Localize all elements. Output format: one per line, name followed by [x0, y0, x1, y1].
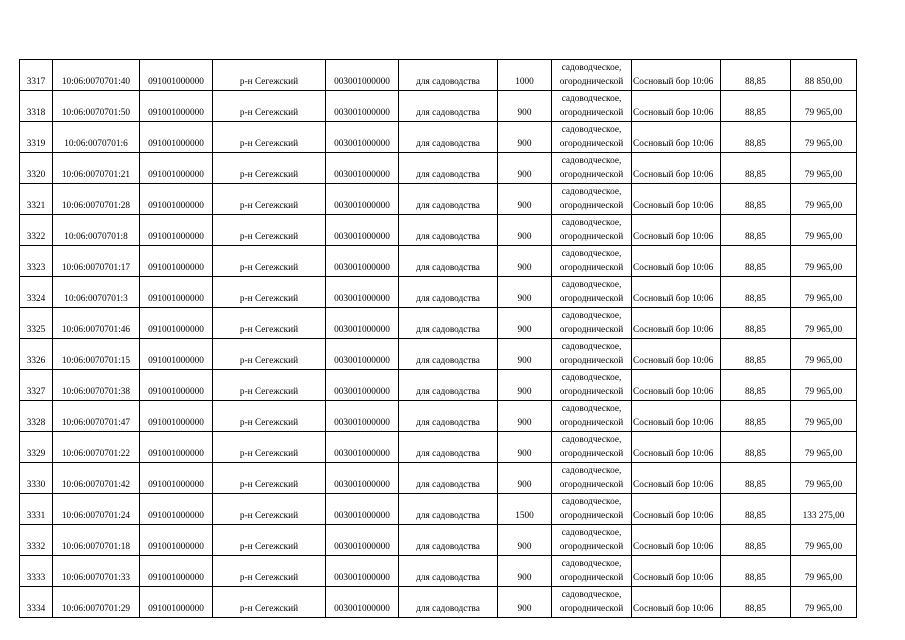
table-row — [20, 184, 857, 215]
area-cell: 900 — [498, 401, 552, 432]
oktmo-code-cell: 003001000000 — [326, 463, 399, 494]
purpose-line-2: огороднической — [559, 201, 624, 211]
okato-code-cell: 091001000000 — [140, 246, 213, 277]
district-cell: р-н Сегежский — [213, 215, 326, 246]
row-number-cell: 3321 — [20, 184, 53, 215]
oktmo-code-cell: 003001000000 — [326, 339, 399, 370]
district-cell: р-н Сегежский — [213, 370, 326, 401]
purpose-cell — [552, 308, 632, 339]
okato-code-cell: 091001000000 — [140, 525, 213, 556]
rate-cell: 88,85 — [721, 587, 791, 618]
okato-code-cell: 091001000000 — [140, 277, 213, 308]
district-cell: р-н Сегежский — [213, 153, 326, 184]
purpose-cell — [552, 91, 632, 122]
purpose-cell — [552, 463, 632, 494]
purpose-line-2: огороднической — [559, 294, 624, 304]
oktmo-code-cell: 003001000000 — [326, 556, 399, 587]
cadastral-value-cell: 79 965,00 — [791, 184, 857, 215]
table-row — [20, 153, 857, 184]
purpose-cell — [552, 587, 632, 618]
area-cell: 900 — [498, 184, 552, 215]
rate-cell: 88,85 — [721, 463, 791, 494]
land-use-cell: для садоводства — [399, 401, 498, 432]
purpose-line-1: садоводческое, — [561, 280, 622, 290]
land-use-cell: для садоводства — [399, 370, 498, 401]
area-cell: 900 — [498, 308, 552, 339]
purpose-cell — [552, 370, 632, 401]
area-cell: 1000 — [498, 60, 552, 91]
area-cell: 900 — [498, 277, 552, 308]
land-use-cell: для садоводства — [399, 308, 498, 339]
location-cell: Сосновый бор 10:06 — [632, 432, 721, 463]
row-number-cell: 3334 — [20, 587, 53, 618]
rate-cell: 88,85 — [721, 339, 791, 370]
district-cell: р-н Сегежский — [213, 122, 326, 153]
location-cell: Сосновый бор 10:06 — [632, 60, 721, 91]
okato-code-cell: 091001000000 — [140, 308, 213, 339]
district-cell: р-н Сегежский — [213, 60, 326, 91]
okato-code-cell: 091001000000 — [140, 91, 213, 122]
purpose-line-1: садоводческое, — [561, 590, 622, 600]
location-cell: Сосновый бор 10:06 — [632, 370, 721, 401]
oktmo-code-cell: 003001000000 — [326, 370, 399, 401]
location-cell: Сосновый бор 10:06 — [632, 463, 721, 494]
area-cell: 900 — [498, 463, 552, 494]
area-cell: 900 — [498, 153, 552, 184]
row-number-cell: 3327 — [20, 370, 53, 401]
area-cell: 900 — [498, 370, 552, 401]
land-use-cell: для садоводства — [399, 215, 498, 246]
okato-code-cell: 091001000000 — [140, 463, 213, 494]
cadastral-value-cell: 79 965,00 — [791, 463, 857, 494]
cadastral-number-cell: 10:06:0070701:22 — [53, 432, 140, 463]
cadastral-number-cell: 10:06:0070701:28 — [53, 184, 140, 215]
row-number-cell: 3325 — [20, 308, 53, 339]
land-use-cell: для садоводства — [399, 184, 498, 215]
purpose-line-1: садоводческое, — [561, 187, 622, 197]
district-cell: р-н Сегежский — [213, 91, 326, 122]
location-cell: Сосновый бор 10:06 — [632, 308, 721, 339]
cadastral-value-cell: 79 965,00 — [791, 246, 857, 277]
cadastral-value-cell: 79 965,00 — [791, 215, 857, 246]
location-cell: Сосновый бор 10:06 — [632, 184, 721, 215]
area-cell: 900 — [498, 339, 552, 370]
purpose-line-1: садоводческое, — [561, 63, 622, 73]
row-number-cell: 3328 — [20, 401, 53, 432]
district-cell: р-н Сегежский — [213, 525, 326, 556]
cadastral-number-cell: 10:06:0070701:40 — [53, 60, 140, 91]
oktmo-code-cell: 003001000000 — [326, 122, 399, 153]
okato-code-cell: 091001000000 — [140, 370, 213, 401]
table-body — [20, 60, 857, 618]
district-cell: р-н Сегежский — [213, 339, 326, 370]
okato-code-cell: 091001000000 — [140, 122, 213, 153]
purpose-line-1: садоводческое, — [561, 311, 622, 321]
rate-cell: 88,85 — [721, 277, 791, 308]
purpose-line-2: огороднической — [559, 449, 624, 459]
row-number-cell: 3322 — [20, 215, 53, 246]
district-cell: р-н Сегежский — [213, 308, 326, 339]
land-use-cell: для садоводства — [399, 432, 498, 463]
area-cell: 900 — [498, 525, 552, 556]
purpose-line-2: огороднической — [559, 325, 624, 335]
land-use-cell: для садоводства — [399, 122, 498, 153]
rate-cell: 88,85 — [721, 153, 791, 184]
cadastral-number-cell: 10:06:0070701:21 — [53, 153, 140, 184]
rate-cell: 88,85 — [721, 60, 791, 91]
oktmo-code-cell: 003001000000 — [326, 60, 399, 91]
cadastral-number-cell: 10:06:0070701:17 — [53, 246, 140, 277]
cadastral-number-cell: 10:06:0070701:6 — [53, 122, 140, 153]
rate-cell: 88,85 — [721, 556, 791, 587]
rate-cell: 88,85 — [721, 401, 791, 432]
purpose-cell — [552, 494, 632, 525]
okato-code-cell: 091001000000 — [140, 556, 213, 587]
area-cell: 900 — [498, 215, 552, 246]
purpose-cell — [552, 432, 632, 463]
purpose-line-2: огороднической — [559, 77, 624, 87]
purpose-cell — [552, 556, 632, 587]
land-use-cell: для садоводства — [399, 494, 498, 525]
purpose-line-2: огороднической — [559, 139, 624, 149]
cadastral-number-cell: 10:06:0070701:47 — [53, 401, 140, 432]
okato-code-cell: 091001000000 — [140, 215, 213, 246]
table-row — [20, 432, 857, 463]
land-use-cell: для садоводства — [399, 587, 498, 618]
land-use-cell: для садоводства — [399, 463, 498, 494]
purpose-cell — [552, 153, 632, 184]
location-cell: Сосновый бор 10:06 — [632, 215, 721, 246]
purpose-cell — [552, 122, 632, 153]
cadastral-number-cell: 10:06:0070701:50 — [53, 91, 140, 122]
table-row — [20, 401, 857, 432]
land-use-cell: для садоводства — [399, 153, 498, 184]
purpose-cell — [552, 525, 632, 556]
purpose-line-1: садоводческое, — [561, 342, 622, 352]
oktmo-code-cell: 003001000000 — [326, 91, 399, 122]
oktmo-code-cell: 003001000000 — [326, 215, 399, 246]
purpose-line-1: садоводческое, — [561, 559, 622, 569]
location-cell: Сосновый бор 10:06 — [632, 401, 721, 432]
purpose-line-1: садоводческое, — [561, 249, 622, 259]
oktmo-code-cell: 003001000000 — [326, 184, 399, 215]
cadastral-value-cell: 79 965,00 — [791, 122, 857, 153]
purpose-line-2: огороднической — [559, 573, 624, 583]
district-cell: р-н Сегежский — [213, 432, 326, 463]
cadastral-value-cell: 79 965,00 — [791, 277, 857, 308]
row-number-cell: 3324 — [20, 277, 53, 308]
row-number-cell: 3323 — [20, 246, 53, 277]
purpose-cell — [552, 246, 632, 277]
purpose-line-2: огороднической — [559, 604, 624, 614]
purpose-cell — [552, 60, 632, 91]
land-parcels-table — [19, 59, 857, 618]
okato-code-cell: 091001000000 — [140, 401, 213, 432]
purpose-line-1: садоводческое, — [561, 435, 622, 445]
area-cell: 900 — [498, 91, 552, 122]
cadastral-number-cell: 10:06:0070701:18 — [53, 525, 140, 556]
table-row — [20, 463, 857, 494]
district-cell: р-н Сегежский — [213, 184, 326, 215]
table-row — [20, 308, 857, 339]
location-cell: Сосновый бор 10:06 — [632, 525, 721, 556]
location-cell: Сосновый бор 10:06 — [632, 122, 721, 153]
row-number-cell: 3331 — [20, 494, 53, 525]
area-cell: 900 — [498, 556, 552, 587]
land-use-cell: для садоводства — [399, 60, 498, 91]
cadastral-number-cell: 10:06:0070701:46 — [53, 308, 140, 339]
location-cell: Сосновый бор 10:06 — [632, 556, 721, 587]
oktmo-code-cell: 003001000000 — [326, 525, 399, 556]
rate-cell: 88,85 — [721, 246, 791, 277]
rate-cell: 88,85 — [721, 525, 791, 556]
area-cell: 900 — [498, 587, 552, 618]
rate-cell: 88,85 — [721, 215, 791, 246]
table-row — [20, 525, 857, 556]
district-cell: р-н Сегежский — [213, 277, 326, 308]
cadastral-value-cell: 79 965,00 — [791, 401, 857, 432]
cadastral-number-cell: 10:06:0070701:33 — [53, 556, 140, 587]
cadastral-value-cell: 79 965,00 — [791, 587, 857, 618]
district-cell: р-н Сегежский — [213, 587, 326, 618]
purpose-line-2: огороднической — [559, 480, 624, 490]
row-number-cell: 3330 — [20, 463, 53, 494]
purpose-line-1: садоводческое, — [561, 156, 622, 166]
purpose-cell — [552, 401, 632, 432]
purpose-line-1: садоводческое, — [561, 404, 622, 414]
purpose-line-1: садоводческое, — [561, 94, 622, 104]
rate-cell: 88,85 — [721, 184, 791, 215]
purpose-line-1: садоводческое, — [561, 497, 622, 507]
okato-code-cell: 091001000000 — [140, 587, 213, 618]
purpose-line-2: огороднической — [559, 108, 624, 118]
district-cell: р-н Сегежский — [213, 246, 326, 277]
row-number-cell: 3317 — [20, 60, 53, 91]
land-use-cell: для садоводства — [399, 525, 498, 556]
row-number-cell: 3329 — [20, 432, 53, 463]
location-cell: Сосновый бор 10:06 — [632, 339, 721, 370]
okato-code-cell: 091001000000 — [140, 432, 213, 463]
table-row — [20, 60, 857, 91]
table-row — [20, 277, 857, 308]
rate-cell: 88,85 — [721, 122, 791, 153]
purpose-cell — [552, 215, 632, 246]
purpose-line-2: огороднической — [559, 356, 624, 366]
oktmo-code-cell: 003001000000 — [326, 246, 399, 277]
purpose-line-2: огороднической — [559, 170, 624, 180]
oktmo-code-cell: 003001000000 — [326, 308, 399, 339]
table-row — [20, 246, 857, 277]
rate-cell: 88,85 — [721, 494, 791, 525]
cadastral-value-cell: 79 965,00 — [791, 91, 857, 122]
purpose-line-2: огороднической — [559, 263, 624, 273]
row-number-cell: 3326 — [20, 339, 53, 370]
land-use-cell: для садоводства — [399, 91, 498, 122]
cadastral-value-cell: 88 850,00 — [791, 60, 857, 91]
row-number-cell: 3318 — [20, 91, 53, 122]
table-row — [20, 494, 857, 525]
oktmo-code-cell: 003001000000 — [326, 401, 399, 432]
location-cell: Сосновый бор 10:06 — [632, 587, 721, 618]
purpose-line-1: садоводческое, — [561, 528, 622, 538]
table-row — [20, 91, 857, 122]
rate-cell: 88,85 — [721, 91, 791, 122]
cadastral-number-cell: 10:06:0070701:29 — [53, 587, 140, 618]
cadastral-value-cell: 79 965,00 — [791, 525, 857, 556]
rate-cell: 88,85 — [721, 370, 791, 401]
cadastral-value-cell: 79 965,00 — [791, 370, 857, 401]
cadastral-number-cell: 10:06:0070701:3 — [53, 277, 140, 308]
location-cell: Сосновый бор 10:06 — [632, 494, 721, 525]
land-use-cell: для садоводства — [399, 277, 498, 308]
purpose-line-1: садоводческое, — [561, 466, 622, 476]
purpose-line-2: огороднической — [559, 418, 624, 428]
oktmo-code-cell: 003001000000 — [326, 277, 399, 308]
purpose-line-2: огороднической — [559, 232, 624, 242]
district-cell: р-н Сегежский — [213, 556, 326, 587]
oktmo-code-cell: 003001000000 — [326, 587, 399, 618]
purpose-cell — [552, 339, 632, 370]
cadastral-number-cell: 10:06:0070701:8 — [53, 215, 140, 246]
purpose-cell — [552, 184, 632, 215]
area-cell: 900 — [498, 432, 552, 463]
table-row — [20, 215, 857, 246]
location-cell: Сосновый бор 10:06 — [632, 91, 721, 122]
row-number-cell: 3333 — [20, 556, 53, 587]
area-cell: 900 — [498, 122, 552, 153]
cadastral-value-cell: 79 965,00 — [791, 556, 857, 587]
land-use-cell: для садоводства — [399, 246, 498, 277]
rate-cell: 88,85 — [721, 308, 791, 339]
district-cell: р-н Сегежский — [213, 463, 326, 494]
rate-cell: 88,85 — [721, 432, 791, 463]
location-cell: Сосновый бор 10:06 — [632, 153, 721, 184]
cadastral-number-cell: 10:06:0070701:38 — [53, 370, 140, 401]
location-cell: Сосновый бор 10:06 — [632, 246, 721, 277]
oktmo-code-cell: 003001000000 — [326, 432, 399, 463]
table-row — [20, 122, 857, 153]
land-use-cell: для садоводства — [399, 556, 498, 587]
purpose-line-2: огороднической — [559, 542, 624, 552]
table-row — [20, 339, 857, 370]
okato-code-cell: 091001000000 — [140, 494, 213, 525]
purpose-cell — [552, 277, 632, 308]
cadastral-value-cell: 79 965,00 — [791, 339, 857, 370]
purpose-line-1: садоводческое, — [561, 125, 622, 135]
purpose-line-2: огороднической — [559, 511, 624, 521]
oktmo-code-cell: 003001000000 — [326, 494, 399, 525]
cadastral-value-cell: 79 965,00 — [791, 153, 857, 184]
table-row — [20, 370, 857, 401]
oktmo-code-cell: 003001000000 — [326, 153, 399, 184]
cadastral-value-cell: 79 965,00 — [791, 432, 857, 463]
cadastral-value-cell: 133 275,00 — [791, 494, 857, 525]
okato-code-cell: 091001000000 — [140, 339, 213, 370]
location-cell: Сосновый бор 10:06 — [632, 277, 721, 308]
okato-code-cell: 091001000000 — [140, 153, 213, 184]
purpose-line-2: огороднической — [559, 387, 624, 397]
row-number-cell: 3319 — [20, 122, 53, 153]
cadastral-value-cell: 79 965,00 — [791, 308, 857, 339]
cadastral-number-cell: 10:06:0070701:24 — [53, 494, 140, 525]
table-row — [20, 556, 857, 587]
row-number-cell: 3332 — [20, 525, 53, 556]
okato-code-cell: 091001000000 — [140, 184, 213, 215]
district-cell: р-н Сегежский — [213, 401, 326, 432]
cadastral-number-cell: 10:06:0070701:42 — [53, 463, 140, 494]
district-cell: р-н Сегежский — [213, 494, 326, 525]
purpose-line-1: садоводческое, — [561, 218, 622, 228]
table-row — [20, 587, 857, 618]
cadastral-number-cell: 10:06:0070701:15 — [53, 339, 140, 370]
land-use-cell: для садоводства — [399, 339, 498, 370]
row-number-cell: 3320 — [20, 153, 53, 184]
area-cell: 1500 — [498, 494, 552, 525]
purpose-line-1: садоводческое, — [561, 373, 622, 383]
area-cell: 900 — [498, 246, 552, 277]
okato-code-cell: 091001000000 — [140, 60, 213, 91]
